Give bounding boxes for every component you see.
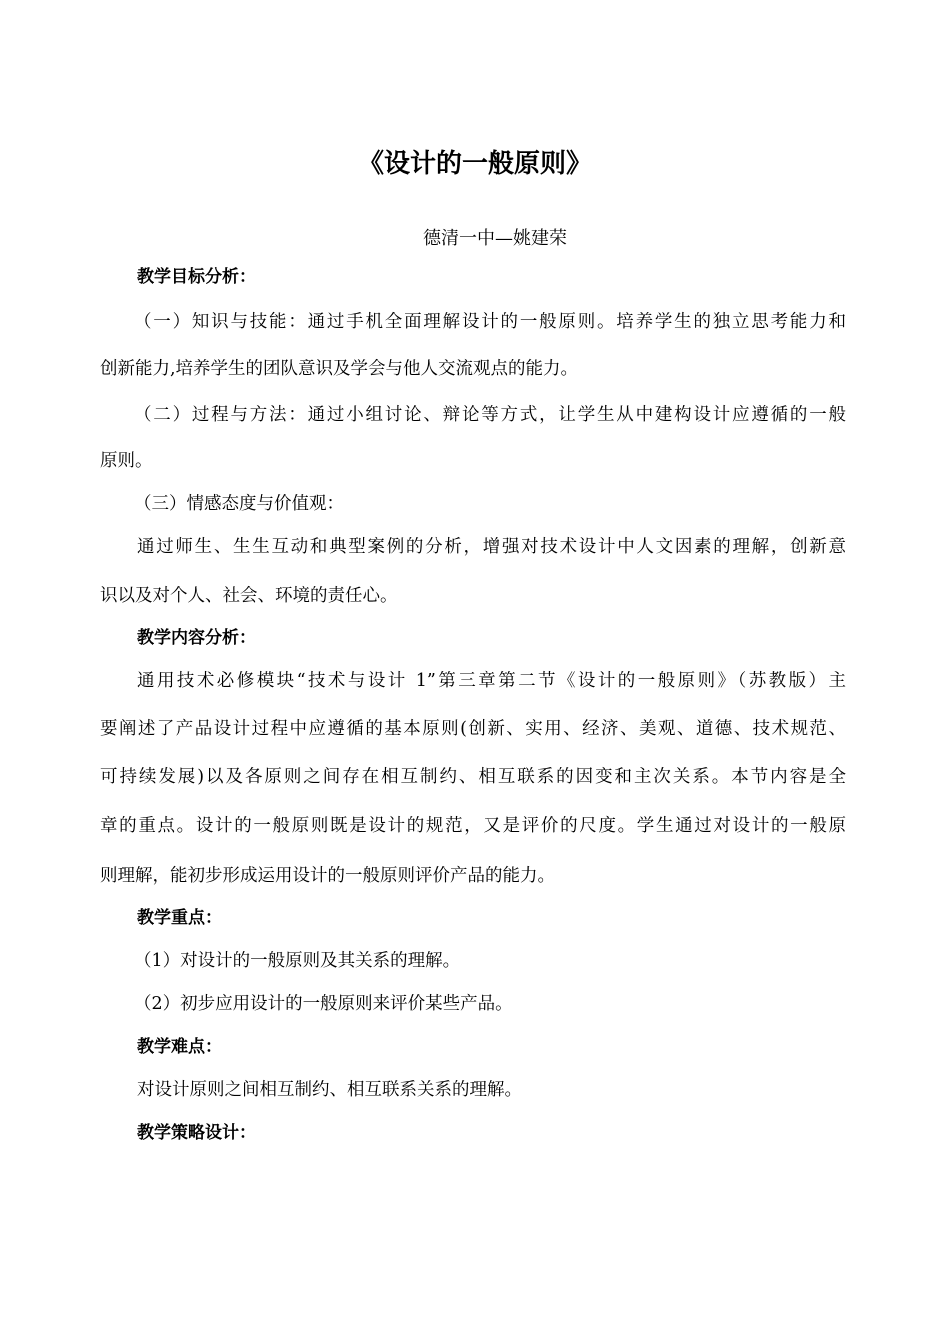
paragraph-line: 要阐述了产品设计过程中应遵循的基本原则(创新、实用、经济、美观、道德、技术规范、 bbox=[100, 719, 846, 739]
paragraph-line: 通过师生、生生互动和典型案例的分析，增强对技术设计中人文因素的理解，创新意 bbox=[137, 537, 846, 557]
heading-teaching-goals: 教学目标分析： bbox=[137, 267, 256, 287]
paragraph-line: （三）情感态度与价值观： bbox=[134, 494, 344, 514]
heading-content-analysis: 教学内容分析： bbox=[137, 628, 256, 648]
paragraph-line: 创新能力,培养学生的团队意识及学会与他人交流观点的能力。 bbox=[100, 359, 579, 379]
paragraph-line: 可持续发展)以及各原则之间存在相互制约、相互联系的因变和主次关系。本节内容是全 bbox=[100, 767, 846, 787]
heading-key-points: 教学重点： bbox=[137, 908, 222, 928]
paragraph-line: （二）过程与方法：通过小组讨论、辩论等方式，让学生从中建构设计应遵循的一般 bbox=[134, 405, 846, 425]
paragraph-line: （1）对设计的一般原则及其关系的理解。 bbox=[134, 951, 461, 971]
paragraph-line: （2）初步应用设计的一般原则来评价某些产品。 bbox=[134, 994, 513, 1014]
paragraph-line: 识以及对个人、社会、环境的责任心。 bbox=[100, 586, 398, 606]
paragraph-line: 对设计原则之间相互制约、相互联系关系的理解。 bbox=[137, 1080, 522, 1100]
document-author: 德清一中—姚建荣 bbox=[423, 228, 567, 249]
paragraph-line: 通用技术必修模块“技术与设计 1”第三章第二节《设计的一般原则》（苏教版）主 bbox=[137, 671, 846, 691]
paragraph-line: 章的重点。设计的一般原则既是设计的规范，又是评价的尺度。学生通过对设计的一般原 bbox=[100, 816, 846, 836]
paragraph-line: 则理解，能初步形成运用设计的一般原则评价产品的能力。 bbox=[100, 866, 555, 886]
paragraph-line: 原则。 bbox=[100, 451, 153, 471]
document-title: 《设计的一般原则》 bbox=[357, 149, 592, 179]
heading-strategy: 教学策略设计： bbox=[137, 1123, 256, 1143]
paragraph-line: （一）知识与技能：通过手机全面理解设计的一般原则。培养学生的独立思考能力和 bbox=[134, 312, 846, 332]
heading-difficulties: 教学难点： bbox=[137, 1037, 222, 1057]
